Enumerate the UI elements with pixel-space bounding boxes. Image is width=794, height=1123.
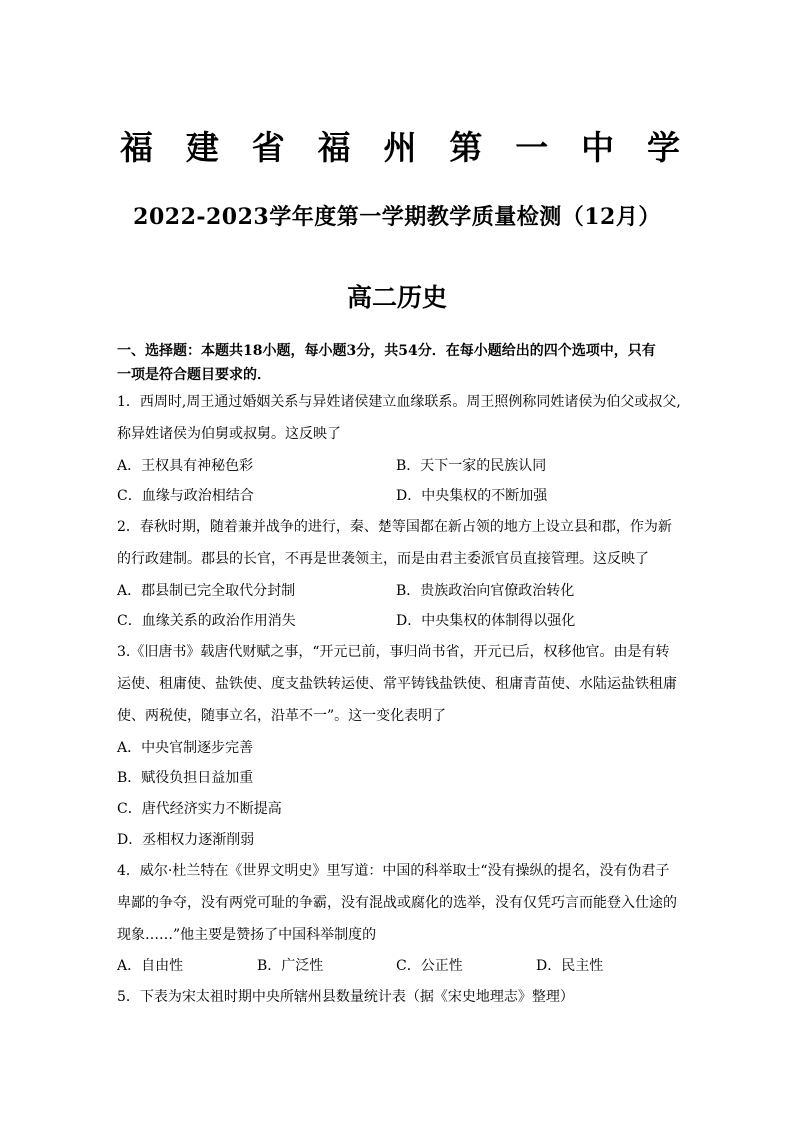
school-char: 州 [383,128,417,167]
question-1-option-d: D．中央集权的不断加强 [396,488,548,504]
question-1-option-a: A．王权具有神秘色彩 [117,458,254,474]
question-3-line-1: 3.《旧唐书》载唐代财赋之事，“开元已前，事归尚书省，开元已后，权移他官。由是有转 [117,644,670,660]
school-char: 学 [647,128,680,167]
question-3-option-a: A．中央官制逐步完善 [117,740,254,756]
section-instructions [117,339,677,387]
school-char: 第 [449,128,483,167]
school-char: 中 [581,128,615,167]
question-2-option-c: C．血缘关系的政治作用消失 [117,613,296,629]
school-char: 福 [120,128,153,167]
question-2-option-a: A．郡县制已完全取代分封制 [117,583,296,599]
question-4-line-1: 4．威尔·杜兰特在《世界文明史》里写道：中国的科举取士“没有操纵的提名，没有伪君子 [117,863,670,879]
question-4-option-a: A．自由性 [117,958,184,974]
question-2-option-b: B．贵族政治向官僚政治转化 [396,583,575,599]
question-5-line-1: 5．下表为宋太祖时期中央所辖州县数量统计表（据《宋史地理志》整理） [117,989,574,1005]
question-1-option-c: C．血缘与政治相结合 [117,488,254,504]
question-2-line-2: 的行政建制。郡县的长官，不再是世袭领主，而是由君主委派官员直接管理。这反映了 [117,551,649,567]
question-4-line-2: 卑鄙的争夺，没有两党可耻的争霸，没有混战或腐化的选举，没有仅凭巧言而能登入仕途的 [117,895,677,911]
question-3-line-3: 使、两税使，随事立名，沿革不一”。这一变化表明了 [117,708,447,724]
section-line: 一项是符合题目要求的． [117,367,271,383]
school-char: 一 [515,128,549,167]
question-4-option-d: D．民主性 [536,958,604,974]
school-name [120,122,680,169]
section-line: 一、选择题：本题共18小题，每小题3分，共54分．在每小题给出的四个选项中，只有 [117,343,656,359]
subject-title: 高二历史 [346,283,447,312]
school-char: 福 [317,128,351,167]
question-4-option-b: B．广泛性 [257,958,324,974]
question-3-option-d: D．丞相权力逐渐削弱 [117,832,255,848]
question-3-line-2: 运使、租庸使、盐铁使、度支盐铁转运使、常平铸钱盐铁使、租庸青苗使、水陆运盐铁租庸 [117,676,677,692]
question-3-option-b: B．赋役负担日益加重 [117,770,254,786]
question-1-line-1: 1．西周时,周王通过婚姻关系与异姓诸侯建立血缘联系。周王照例称同姓诸侯为伯父或叔父, [117,394,681,410]
exam-title: 2022-2023学年度第一学期教学质量检测（12月） [133,204,661,230]
question-2-line-1: 2．春秋时期，随着兼并战争的进行，秦、楚等国都在新占领的地方上设立县和郡，作为新 [117,519,672,535]
school-char: 省 [251,128,285,167]
question-4-line-3: 现象……”他主要是赞扬了中国科举制度的 [117,927,377,943]
question-2-option-d: D．中央集权的体制得以强化 [396,613,576,629]
question-3-option-c: C．唐代经济实力不断提高 [117,801,282,817]
question-4-option-c: C．公正性 [396,958,463,974]
school-char: 建 [185,128,219,167]
question-1-line-2: 称异姓诸侯为伯舅或叔舅。这反映了 [117,426,341,442]
question-1-option-b: B．天下一家的民族认同 [396,458,547,474]
